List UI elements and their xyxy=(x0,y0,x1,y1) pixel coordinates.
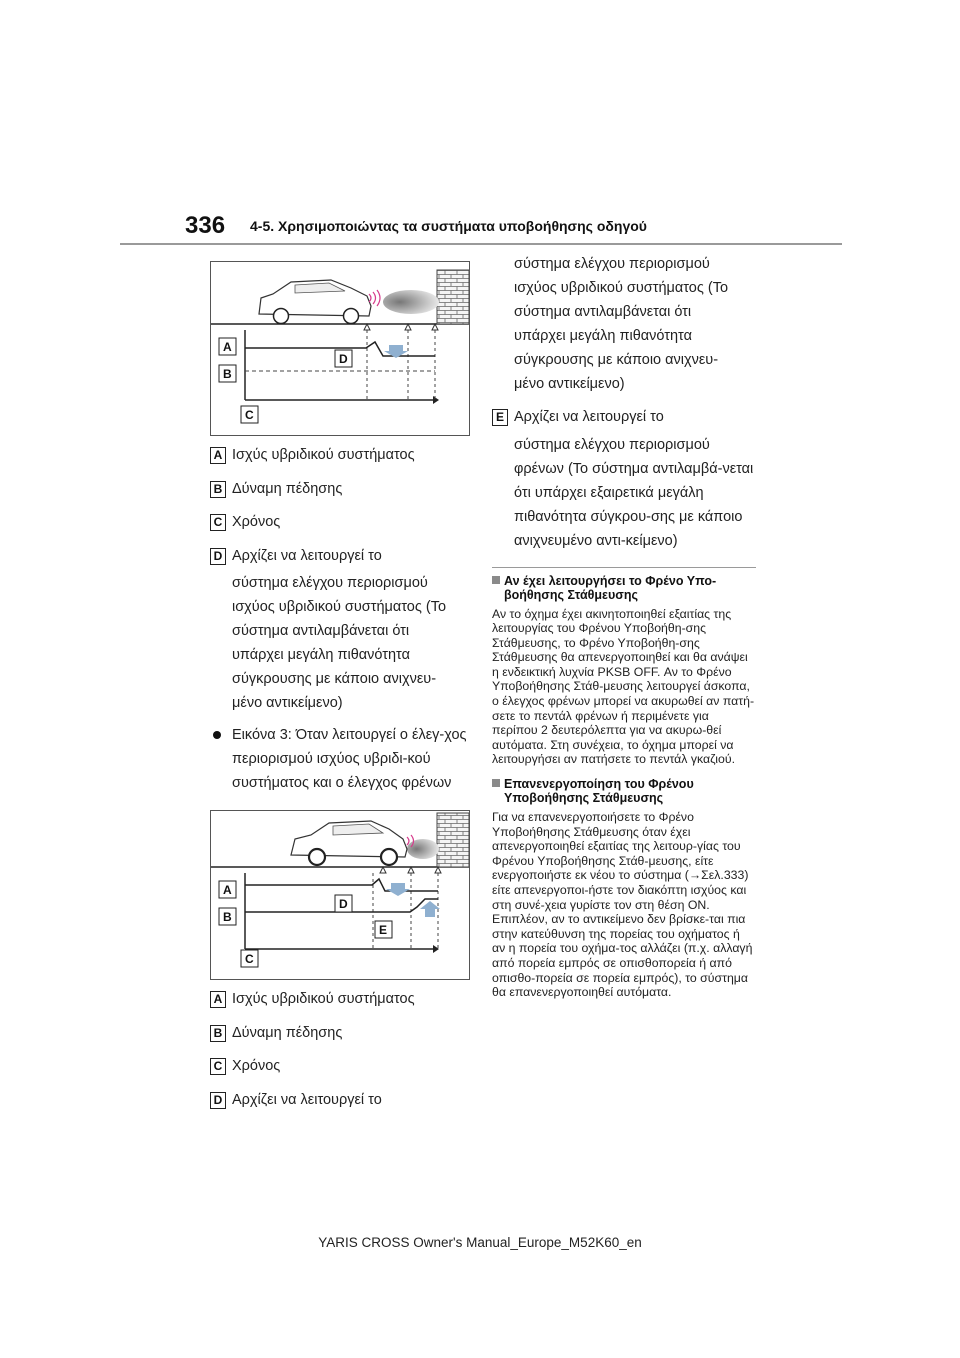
figure-3-caption: Εικόνα 3: Όταν λειτουργεί ο έλεγ-χος περιορισμού ισχύος υβριδι-κού συστήματος και ο έλεγχος φρένων xyxy=(232,727,467,791)
section-square-icon xyxy=(492,779,500,787)
legend-label-box: A xyxy=(210,447,226,464)
header-divider xyxy=(120,243,842,245)
legend-item xyxy=(210,511,472,535)
figure-1-illustration xyxy=(211,262,469,435)
fig2-label-d: D xyxy=(339,897,348,911)
e-continuation: σύστημα ελέγχου περιορισμού φρένων (Το σύστημα αντιλαμβά-νεται ότι υπάρχει εξαιρετικά μεγάλη πιθανότητα σύγκρου-σης με κάποιο ανιχνευμένο αντι-κείμενο) xyxy=(514,436,754,549)
legend-text: Χρόνος xyxy=(232,1058,281,1074)
legend-text: Αρχίζει να λειτουργεί το xyxy=(514,409,664,425)
sensor-beam-icon xyxy=(407,839,439,859)
section-body: Για να επανενεργοποιήσετε το Φρένο Υποβοήθησης Στάθμευσης όταν έχει απενεργοποιηθεί εξαιτίας της λειτουρ-γίας του Φρένου Υποβοήθησης Στάθ-μευσης, είτε ενεργοποιήστε εκ νέου το σύστημα (→Σελ.333) είτε απενεργοποι-ήστε τον διακόπτη ισχύος και στη συνέ-χεια γυρίστε τον στη θέση ON. Επιπλέον, αν το αντικείμενο δεν βρίσκε-ται πια στην κατεύθυνση της πορείας του οχήματος ή αν η πορεία του οχήμα-τος αλλάζει (π.χ. αλλαγή από πορεία εμπρός σε οπισθοπορεία ή από οπισθο-πορεία σε πορεία εμπρός), το σύστημα θα επανενεργοποιηθεί αυτόματα. xyxy=(492,810,753,1000)
legend-text: Ισχύς υβριδικού συστήματος xyxy=(232,991,415,1007)
legend-continuation: σύστημα ελέγχου περιορισμού ισχύος υβριδικού συστήματος (Το σύστημα αντιλαμβάνεται ότι υπάρχει μεγάλη πιθανότητα σύγκρουσης με κάποιο ανιχνευ-μένο αντικείμενο) xyxy=(232,575,447,711)
legend-item xyxy=(210,478,472,502)
legend-item xyxy=(210,1089,472,1113)
figure-2-diagram xyxy=(210,810,470,980)
legend-item xyxy=(210,1055,472,1079)
legend-item xyxy=(210,444,472,468)
legend-text: Δύναμη πέδησης xyxy=(232,480,343,497)
car-icon xyxy=(291,821,414,865)
figure-2-illustration xyxy=(211,811,469,979)
fig2-label-a: A xyxy=(223,883,232,897)
legend-label-box: D xyxy=(210,1092,226,1109)
fig2-label-e: E xyxy=(379,923,388,937)
legend-item xyxy=(210,1022,472,1046)
car-icon xyxy=(259,280,380,324)
footer: YARIS CROSS Owner's Manual_Europe_M52K60_en xyxy=(318,1235,642,1250)
sensor-beam-icon xyxy=(383,290,439,314)
legend-label-box: B xyxy=(210,1025,226,1042)
legend-item xyxy=(210,545,472,569)
fig1-label-a: A xyxy=(223,340,232,354)
legend-label-box: E xyxy=(492,409,508,426)
section-title: 4-5. Χρησιμοποιώντας τα συστήματα υποβοήθησης οδηγού xyxy=(250,218,647,234)
legend-label-box: C xyxy=(210,1058,226,1075)
figure-3-bullet xyxy=(210,723,467,795)
brake-increase-arrow-icon xyxy=(420,901,440,917)
legend-label-box: B xyxy=(210,481,226,498)
bullet-dot-icon xyxy=(213,731,221,739)
legend-text: Αρχίζει να λειτουργεί το xyxy=(232,547,382,564)
d-continuation: σύστημα ελέγχου περιορισμού ισχύος υβριδικού συστήματος (Το σύστημα αντιλαμβάνεται ότι υπάρχει μεγάλη πιθανότητα σύγκρουσης με κάποιο ανιχνευ-μένο αντικείμενο) xyxy=(514,256,729,392)
section-square-icon xyxy=(492,576,500,584)
page-number: 336 xyxy=(185,212,226,239)
section-heading: Επανενεργοποίηση του Φρένου Υποβοήθησης Στάθμευσης xyxy=(492,777,756,805)
legend-item-e xyxy=(492,406,756,430)
fig1-label-b: B xyxy=(223,367,232,381)
legend-text: Χρόνος xyxy=(232,514,281,530)
legend-text: Ισχύς υβριδικού συστήματος xyxy=(232,447,415,463)
section-body: Αν το όχημα έχει ακινητοποιηθεί εξαιτίας της λειτουργίας του Φρένου Υποβοήθη-σης Στάθμευσης, το Φρένο Υποβοήθη-σης Στάθμευσης θα απενεργοποιηθεί και θα ανάψει η ενδεικτική λυχνία PKSB OFF. Αν το Φρένο Υποβοήθησης Στάθ-μευσης λειτουργεί άσκοπα, ο έλεγχος φρένων μπορεί να ακυρωθεί αν πατή-σετε το πεντάλ φρένων ή περιμένετε για περίπου 2 δευτερόλεπτα για να ακυρω-θεί αυτόματα. Στη συνέχεια, το όχημα μπορεί να λειτουργήσει αν πατήσετε το πεντάλ γκαζιού. xyxy=(492,606,755,767)
fig2-label-c: C xyxy=(245,952,254,966)
legend-text: Δύναμη πέδησης xyxy=(232,1024,343,1041)
fig1-label-c: C xyxy=(245,408,254,422)
fig2-label-b: B xyxy=(223,910,232,924)
legend-1 xyxy=(210,444,472,795)
wall-icon xyxy=(437,813,469,867)
figure-1-diagram xyxy=(210,261,470,436)
section-heading: Αν έχει λειτουργήσει το Φρένο Υπο-βοήθησης Στάθμευσης xyxy=(492,574,756,602)
right-column xyxy=(492,252,756,1010)
wall-icon xyxy=(437,270,469,324)
section-divider xyxy=(492,567,756,568)
legend-label-box: C xyxy=(210,514,226,531)
legend-text: Αρχίζει να λειτουργεί το xyxy=(232,1091,382,1108)
reduction-arrow-icon xyxy=(386,883,410,896)
legend-item xyxy=(210,988,472,1012)
fig1-label-d: D xyxy=(339,352,348,366)
legend-2 xyxy=(210,988,472,1112)
legend-label-box: A xyxy=(210,991,226,1008)
legend-label-box: D xyxy=(210,548,226,565)
